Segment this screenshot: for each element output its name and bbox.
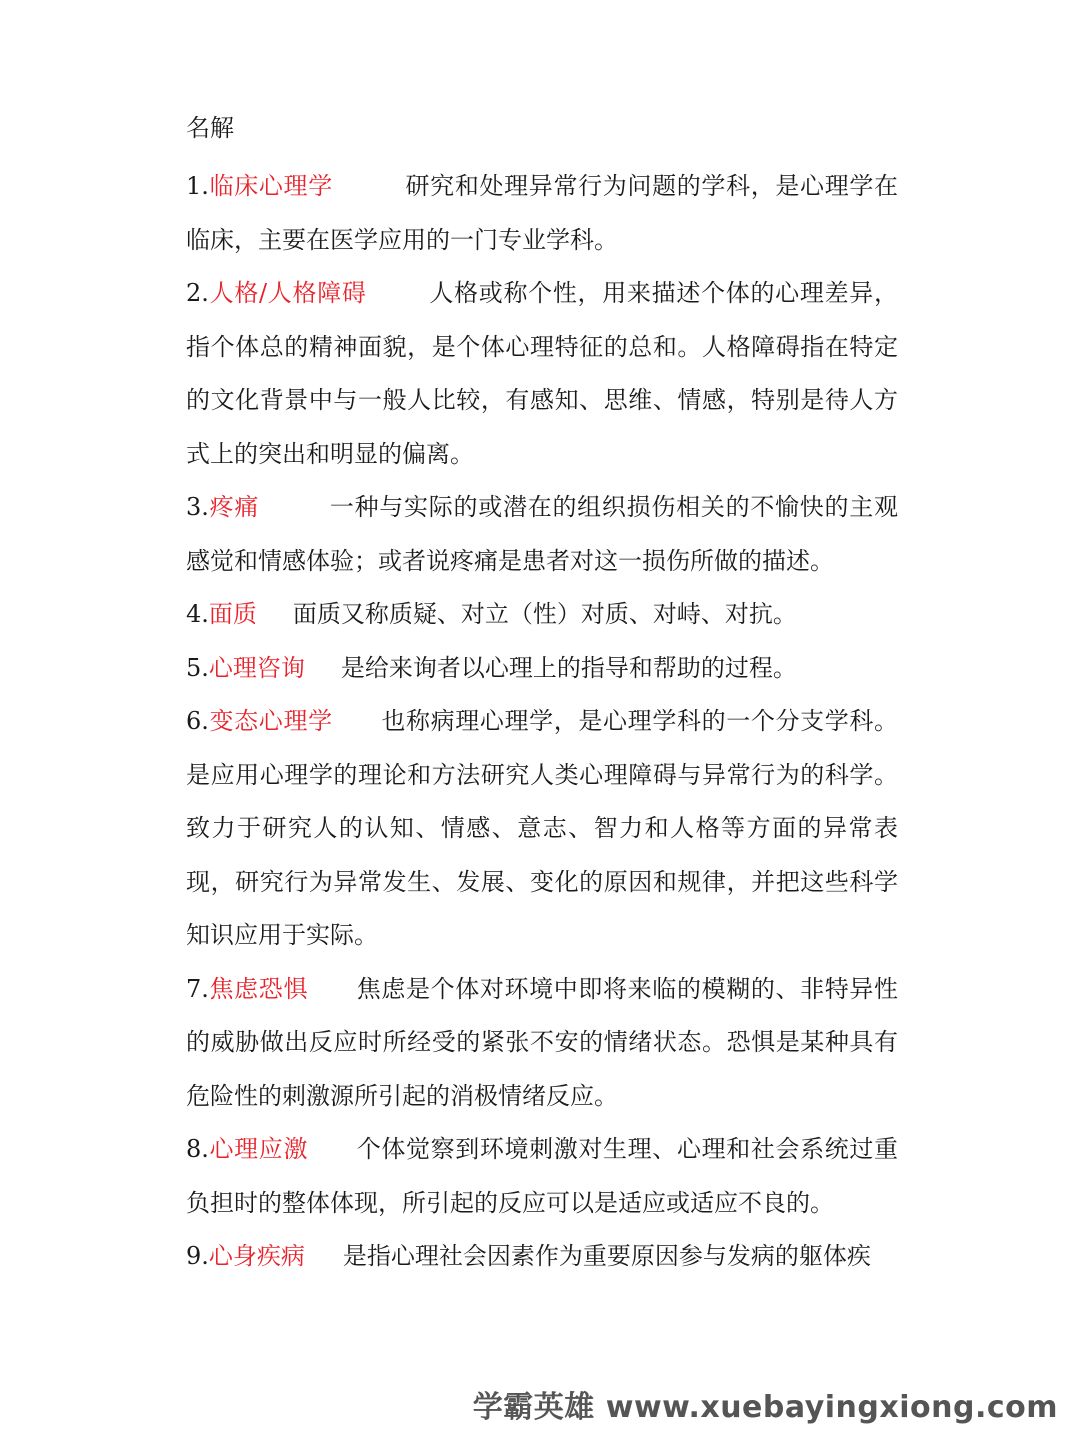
entry-definition: 也称病理心理学，是心理学科的一个分支学科。是应用心理学的理论和方法研究人类心理障碍与异常行为的科学。致力于研究人的认知、情感、意志、智力和人格等方面的异常表现，研究行为异常发生、发展、变化的原因和规律，并把这些科学知识应用于实际。 [186,707,899,949]
entry-term: 焦虑恐惧 [208,974,309,1003]
entry-definition: 个体觉察到环境刺激对生理、心理和社会系统过重负担时的整体体现，所引起的反应可以是适应或适应不良的。 [186,1135,899,1217]
definition-entry-3 [186,481,898,588]
entry-definition: 是指心理社会因素作为重要原因参与发病的躯体疾 [342,1242,871,1270]
definition-entry-4 [186,588,898,642]
definition-entry-2 [186,267,898,481]
definition-entry-1 [186,160,898,267]
entry-term: 临床心理学 [208,172,333,200]
document-page [186,106,898,1284]
entry-definition: 研究和处理异常行为问题的学科，是心理学在临床，主要在医学应用的一门专业学科。 [186,172,899,254]
entry-term: 心理应激 [208,1135,309,1163]
entry-term: 人格/人格障碍 [208,279,367,307]
entry-term: 变态心理学 [208,707,333,735]
entry-definition: 一种与实际的或潜在的组织损伤相关的不愉快的主观感觉和情感体验；或者说疼痛是患者对这一损伤所做的描述。 [186,493,898,575]
entry-definition: 面质又称质疑、对立（性）对质、对峙、对抗。 [292,600,797,628]
entry-definition: 人格或称个性，用来描述个体的心理差异，指个体总的精神面貌，是个体心理特征的总和。人格障碍指在特定的文化背景中与一般人比较，有感知、思维、情感，特别是待人方式上的突出和明显的偏离。 [186,279,898,468]
entry-number: 8. [186,1135,209,1163]
definition-entry-7 [186,963,898,1124]
entry-term: 疼痛 [208,493,260,521]
site-watermark: 学霸英雄 www.xuebayingxiong.com [472,1390,1058,1425]
definition-entry-6 [186,695,898,963]
definition-entry-8 [186,1123,898,1230]
entry-number: 5. [186,653,209,682]
section-heading: 名解 [186,114,234,142]
entry-number: 7. [186,974,209,1003]
entry-term: 心理咨询 [208,653,305,682]
entry-number: 2. [186,279,209,307]
entry-number: 1. [186,172,209,200]
definition-entry-5 [186,642,898,696]
entry-definition: 焦虑是个体对环境中即将来临的模糊的、非特异性的威胁做出反应时所经受的紧张不安的情绪状态。恐惧是某种具有危险性的刺激源所引起的消极情绪反应。 [186,974,899,1110]
entry-number: 6. [186,707,209,735]
definition-entry-9 [186,1230,898,1284]
entry-term: 心身疾病 [208,1242,305,1270]
entry-number: 9. [186,1242,209,1270]
entry-number: 3. [186,493,209,521]
entry-term: 面质 [208,600,257,628]
entry-definition: 是给来询者以心理上的指导和帮助的过程。 [340,653,797,682]
entry-number: 4. [186,600,209,628]
